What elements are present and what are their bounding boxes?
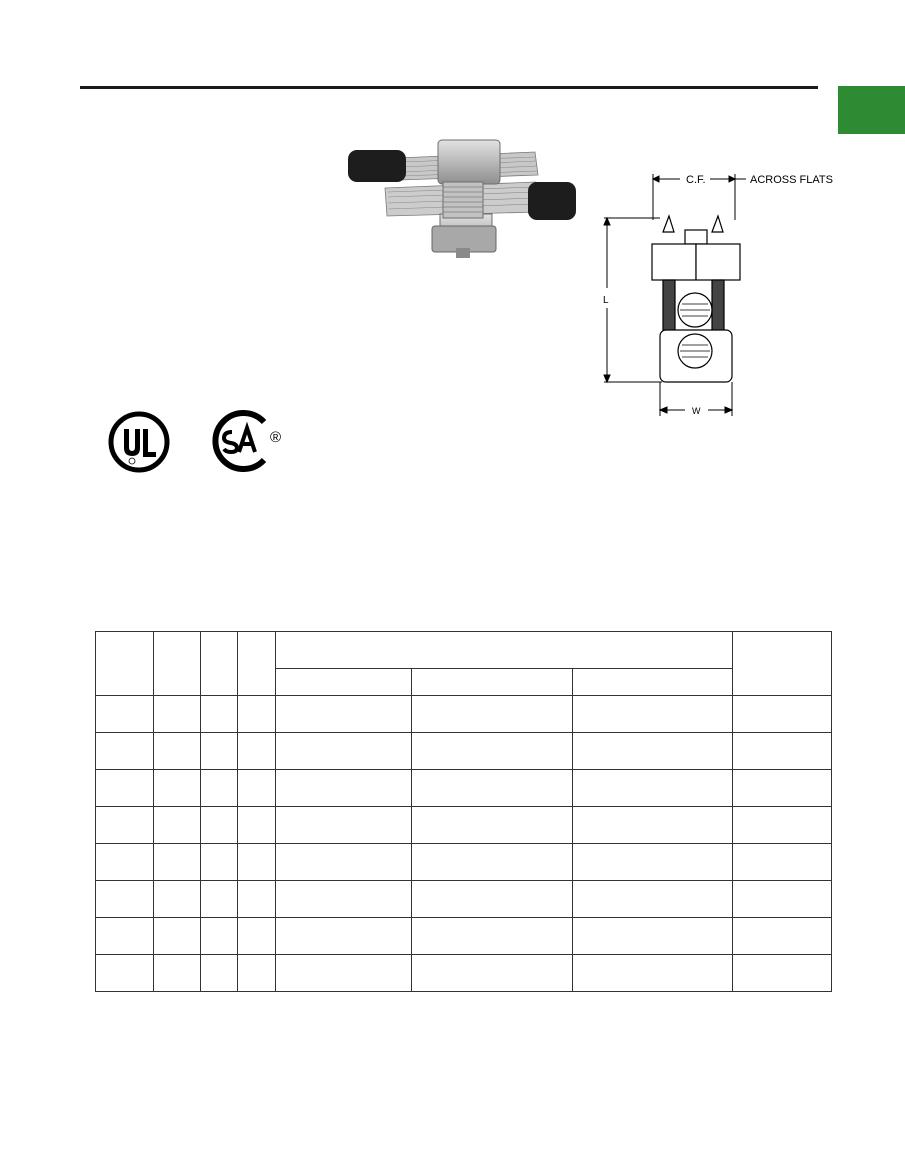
table-cell: [201, 881, 238, 918]
subheader-cell-2: [412, 669, 573, 696]
table-cell: [276, 955, 412, 992]
table-cell: [573, 955, 733, 992]
table-cell: [96, 844, 154, 881]
table-cell: [276, 733, 412, 770]
table-cell: [96, 807, 154, 844]
table-cell: [412, 807, 573, 844]
table-cell: [154, 696, 201, 733]
table-cell: [238, 918, 276, 955]
table-cell: [96, 881, 154, 918]
table-cell: [201, 844, 238, 881]
header-group-cell: [276, 632, 733, 669]
table-cell: [733, 844, 832, 881]
table-cell: [733, 733, 832, 770]
header-cell-3: [201, 632, 238, 696]
table-cell: [154, 770, 201, 807]
table-cell: [733, 918, 832, 955]
table-cell: [412, 881, 573, 918]
table-cell: [96, 770, 154, 807]
table-cell: [154, 733, 201, 770]
dimension-drawing: [590, 160, 850, 430]
table-cell: [412, 696, 573, 733]
table-cell: [412, 770, 573, 807]
table-cell: [733, 770, 832, 807]
subheader-cell-1: [276, 669, 412, 696]
table-cell: [201, 918, 238, 955]
table-cell: [276, 807, 412, 844]
width-label: W: [692, 406, 701, 416]
table-cell: [276, 881, 412, 918]
table-cell: [201, 696, 238, 733]
table-cell: [96, 733, 154, 770]
table-cell: [238, 733, 276, 770]
cf-label: C.F.: [686, 174, 706, 186]
table-cell: [238, 955, 276, 992]
table-cell: [276, 918, 412, 955]
table-cell: [276, 696, 412, 733]
product-photo: [340, 130, 590, 265]
table-cell: [573, 844, 733, 881]
section-tab: [838, 86, 905, 134]
table-cell: [96, 918, 154, 955]
table-cell: [412, 844, 573, 881]
table-row: [96, 918, 832, 955]
table-cell: [238, 844, 276, 881]
table-cell: [573, 918, 733, 955]
table-cell: [201, 807, 238, 844]
across-flats-label: ACROSS FLATS: [750, 174, 833, 186]
length-label: L: [603, 295, 609, 306]
table-row: [96, 770, 832, 807]
table-cell: [96, 955, 154, 992]
spec-table-body: [96, 696, 832, 992]
table-cell: [733, 955, 832, 992]
table-row: [96, 696, 832, 733]
header-cell-2: [154, 632, 201, 696]
table-cell: [733, 807, 832, 844]
table-cell: [733, 696, 832, 733]
header-rule: [80, 86, 818, 89]
table-cell: [154, 918, 201, 955]
table-cell: [238, 881, 276, 918]
table-cell: [276, 844, 412, 881]
table-cell: [154, 881, 201, 918]
table-cell: [238, 770, 276, 807]
csa-registered-mark: ®: [270, 429, 282, 446]
header-cell-8: [733, 632, 832, 696]
table-cell: [573, 733, 733, 770]
header-cell-4: [238, 632, 276, 696]
table-cell: [154, 844, 201, 881]
table-row: [96, 807, 832, 844]
table-cell: [573, 807, 733, 844]
table-cell: [733, 881, 832, 918]
table-cell: [573, 881, 733, 918]
subheader-cell-3: [573, 669, 733, 696]
table-cell: [96, 696, 154, 733]
table-cell: [154, 807, 201, 844]
csa-certified-logo: [212, 408, 296, 474]
table-cell: [201, 733, 238, 770]
table-cell: [201, 955, 238, 992]
table-cell: [412, 955, 573, 992]
header-cell-1: [96, 632, 154, 696]
table-row: [96, 844, 832, 881]
table-row: [96, 955, 832, 992]
table-cell: [276, 770, 412, 807]
table-cell: [238, 807, 276, 844]
table-cell: [412, 918, 573, 955]
ul-listed-logo: [107, 410, 171, 474]
table-row: [96, 881, 832, 918]
table-cell: [154, 955, 201, 992]
table-cell: [412, 733, 573, 770]
table-cell: [573, 696, 733, 733]
table-cell: [201, 770, 238, 807]
table-cell: [573, 770, 733, 807]
table-cell: [238, 696, 276, 733]
table-row: [96, 733, 832, 770]
spec-table: [95, 631, 832, 992]
